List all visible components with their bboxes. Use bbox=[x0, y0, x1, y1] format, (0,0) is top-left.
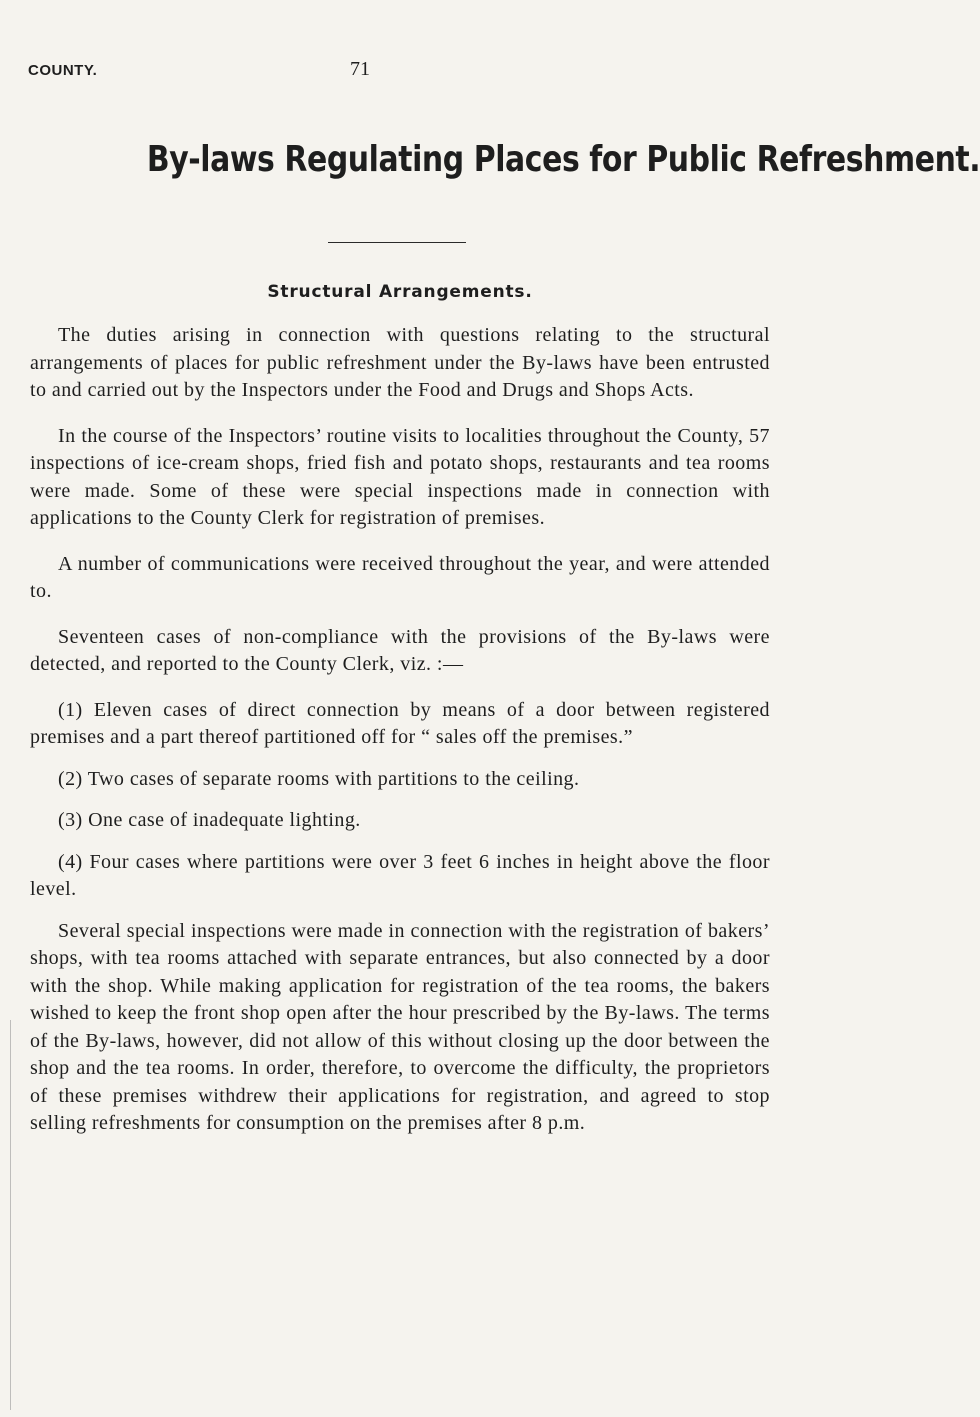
section-heading: Structural Arrangements. bbox=[267, 282, 533, 302]
paragraph-communications: A number of communications were received throughout the year, and were attended to. bbox=[30, 552, 770, 602]
scan-margin-line bbox=[10, 1020, 11, 1410]
title-divider bbox=[328, 242, 466, 243]
body-text bbox=[30, 322, 770, 1156]
list-item: (1) Eleven cases of direct connection by means of a door between registered premises and a part thereof partitioned off for “ sales off the premises.” bbox=[30, 698, 770, 748]
paragraph-non-compliance: Seventeen cases of non-compliance with the provisions of the By-laws were detected, and reported to the County Clerk, viz. :— bbox=[30, 625, 770, 675]
page-title: By-laws Regulating Places for Public Refreshment. bbox=[146, 139, 980, 180]
running-head: COUNTY. bbox=[28, 62, 98, 79]
paragraph-duties: The duties arising in connection with questions relating to the structural arrangements of places for public refreshment under the By-laws have been entrusted to and carried out by the Inspectors under the Food and Drugs and Shops Acts. bbox=[30, 324, 770, 401]
list-item: (2) Two cases of separate rooms with partitions to the ceiling. bbox=[58, 767, 580, 790]
list-item: (4) Four cases where partitions were over 3 feet 6 inches in height above the floor level. bbox=[30, 850, 770, 900]
paragraph-bakers-shops: Several special inspections were made in connection with the registration of bakers’ shops, with tea rooms attached with separate entrances, but also connected by a door with the shop. While making application for registration of the tea rooms, the bakers wished to keep the front shop open after the hour prescribed by the By-laws. The terms of the By-laws, however, did not allow of this without closing up the door between the shop and the tea rooms. In order, therefore, to overcome the difficulty, the proprietors of these premises withdrew their applications for registration, and agreed to stop selling refreshments for consumption on the premises after 8 p.m. bbox=[30, 919, 770, 1134]
page-number: 71 bbox=[350, 58, 370, 80]
list-item: (3) One case of inadequate lighting. bbox=[58, 809, 361, 831]
paragraph-inspections: In the course of the Inspectors’ routine visits to localities throughout the County, 57 inspections of ice-cream shops, fried fish and potato shops, restaurants and tea rooms were made. Some of these were special inspections made in connection with applications to the County Clerk for registration of premises. bbox=[30, 424, 770, 529]
